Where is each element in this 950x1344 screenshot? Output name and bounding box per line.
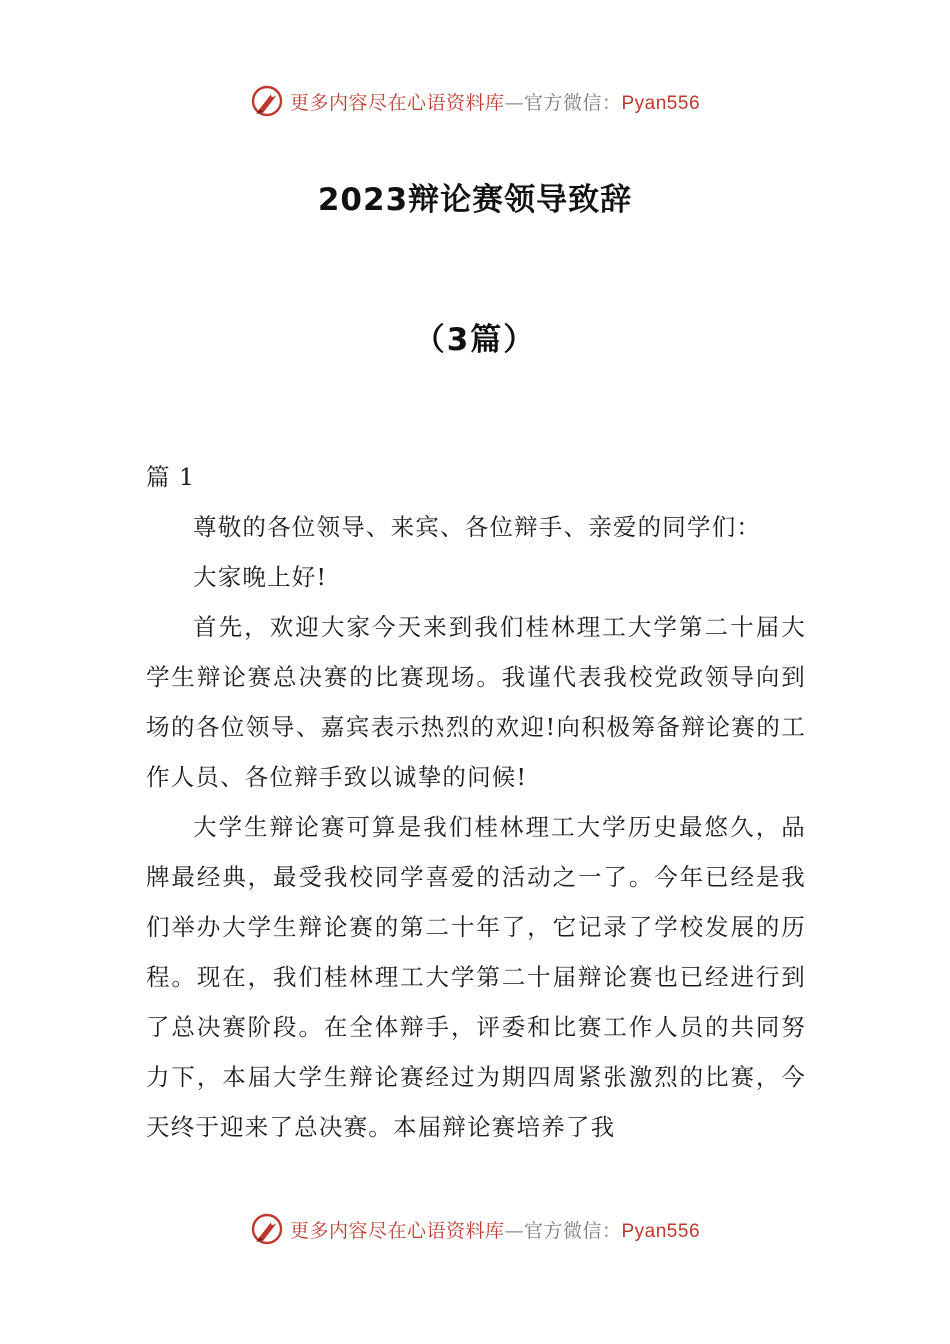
- pen-nib-circle-icon: [250, 1212, 284, 1246]
- banner-text: [290, 1216, 700, 1243]
- section-label: 篇 1: [146, 463, 195, 491]
- pen-nib-circle-icon: [250, 84, 284, 118]
- banner-main-text: 更多内容尽在心语资料库: [289, 1219, 505, 1242]
- banner-dash: —: [504, 1219, 524, 1242]
- banner-contact-label: 官方微信：: [523, 91, 622, 114]
- paragraph-welcome: 首先，欢迎大家今天来到我们桂林理工大学第二十届大学生辩论赛总决赛的比赛现场。我谨代表我校党政领导向到场的各位领导、嘉宾表示热烈的欢迎!向积极筹备辩论赛的工作人员、各位辩手致以诚挚的问候!: [146, 613, 806, 791]
- banner-dash: —: [504, 91, 524, 114]
- banner-main-text: 更多内容尽在心语资料库: [289, 91, 505, 114]
- banner-text: [290, 88, 700, 115]
- footer-banner: [0, 1212, 950, 1246]
- banner-contact-label: 官方微信：: [523, 1219, 622, 1242]
- banner-content: [250, 1212, 700, 1246]
- paragraph-salutation: 尊敬的各位领导、来宾、各位辩手、亲爱的同学们：: [193, 513, 762, 541]
- page-title: 2023辩论赛领导致辞: [317, 182, 633, 218]
- page-subtitle: （3篇）: [413, 322, 537, 358]
- document-body: [146, 452, 806, 1152]
- banner-content: [250, 84, 700, 118]
- banner-wechat-id: Pyan556: [621, 92, 701, 114]
- paragraph-greeting: 大家晚上好!: [193, 563, 328, 591]
- paragraph-history: 大学生辩论赛可算是我们桂林理工大学历史最悠久，品牌最经典，最受我校同学喜爱的活动之一了。今年已经是我们举办大学生辩论赛的第二十年了，它记录了学校发展的历程。现在，我们桂林理工大学第二十届辩论赛也已经进行到了总决赛阶段。在全体辩手，评委和比赛工作人员的共同努力下，本届大学生辩论赛经过为期四周紧张激烈的比赛，今天终于迎来了总决赛。本届辩论赛培养了我: [146, 813, 806, 1141]
- banner-wechat-id: Pyan556: [621, 1220, 701, 1242]
- header-banner: [0, 84, 950, 118]
